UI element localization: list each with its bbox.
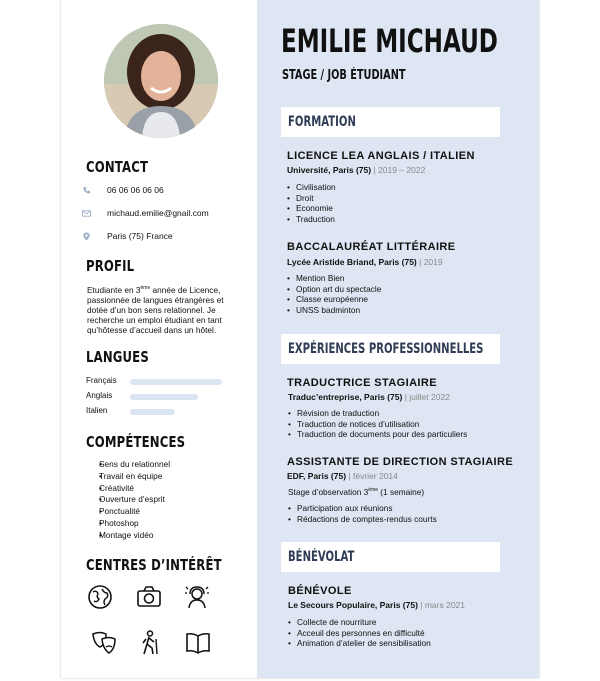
entry-title: BACCALAURÉAT LITTÉRAIRE <box>287 241 456 253</box>
list-item: • Rédactions de comptes-rendus courts <box>288 514 437 525</box>
entry-bullets <box>288 617 431 649</box>
list-item: • Mention Bien <box>287 273 381 284</box>
list-item: • Option art du spectacle <box>287 284 381 295</box>
list-item: • Traduction <box>287 214 336 225</box>
experiences-header-box <box>281 334 500 364</box>
formation-header-box <box>281 107 500 137</box>
hiking-icon <box>137 630 163 656</box>
profile-photo <box>104 24 218 138</box>
globe-icon <box>87 584 113 610</box>
benevolat-heading: BÉNÉVOLAT <box>288 549 355 565</box>
entry-bullets <box>287 182 336 224</box>
entry-bullets <box>287 273 381 315</box>
list-item: • Participation aux réunions <box>288 503 437 514</box>
list-item: • Droit <box>287 193 336 204</box>
contact-phone-row <box>82 185 164 195</box>
list-item: • Collecte de nourriture <box>288 617 431 628</box>
contact-email[interactable]: michaud.emilie@gnail.com <box>107 208 209 218</box>
langues-heading: LANGUES <box>86 348 149 366</box>
contact-email-row <box>82 208 209 218</box>
list-item: • Photoshop <box>99 518 170 530</box>
location-pin-icon <box>82 232 91 241</box>
entry-org: Traduc’entreprise, Paris (75) | juillet 2022 <box>288 392 450 402</box>
candidate-name: EMILIE MICHAUD <box>281 22 498 60</box>
list-item: • Ponctualité <box>99 506 170 518</box>
list-item: • Traduction de documents pour des particuliers <box>288 429 467 440</box>
list-item: • Créativité <box>99 483 170 495</box>
entry-note: Stage d’observation 3ème (1 semaine) <box>288 487 425 497</box>
contact-phone: 06 06 06 06 06 <box>107 185 164 195</box>
list-item: • Classe européenne <box>287 294 381 305</box>
list-item: • Civilisation <box>287 182 336 193</box>
language-level-bar <box>130 409 175 415</box>
book-icon <box>185 630 211 656</box>
benevolat-header-box <box>281 542 500 572</box>
experiences-heading: EXPÉRIENCES PROFESSIONNELLES <box>288 341 484 357</box>
music-icon <box>184 584 210 610</box>
list-item: • Traduction de notices d’utilisation <box>288 419 467 430</box>
list-item: • Ouverture d’esprit <box>99 494 170 506</box>
language-label: Français <box>86 376 117 385</box>
list-item: • Révision de traduction <box>288 408 467 419</box>
envelope-icon <box>82 209 91 218</box>
entry-org: Lycée Aristide Briand, Paris (75) | 2019 <box>287 257 443 267</box>
candidate-subtitle: STAGE / JOB ÉTUDIANT <box>282 68 406 83</box>
entry-org: EDF, Paris (75) | février 2014 <box>287 471 398 481</box>
language-label: Anglais <box>86 391 113 400</box>
list-item: • Montage vidéo <box>99 530 170 542</box>
camera-icon <box>136 584 162 610</box>
list-item: • Acceuil des personnes en difficulté <box>288 628 431 639</box>
competences-list <box>88 459 170 542</box>
entry-title: BÉNÉVOLE <box>288 585 352 597</box>
entry-title: TRADUCTRICE STAGIAIRE <box>287 377 437 389</box>
language-level-bar <box>130 379 222 385</box>
list-item: • Animation d’atelier de sensibilisation <box>288 638 431 649</box>
profil-heading: PROFIL <box>86 257 135 275</box>
entry-title: LICENCE LEA ANGLAIS / ITALIEN <box>287 150 475 162</box>
formation-heading: FORMATION <box>288 114 356 130</box>
entry-bullets <box>288 408 467 440</box>
competences-heading: COMPÉTENCES <box>86 433 186 451</box>
entry-org: Le Secours Populaire, Paris (75) | mars 2021 <box>288 600 466 610</box>
list-item: • Economie <box>287 203 336 214</box>
contact-location: Paris (75) France <box>107 231 173 241</box>
list-item: • Travail en équipe <box>99 471 170 483</box>
contact-location-row <box>82 231 173 241</box>
language-level-bar <box>130 394 198 400</box>
language-label: Italien <box>86 406 108 415</box>
list-item: • UNSS badminton <box>287 305 381 316</box>
list-item: • Sens du relationnel <box>99 459 170 471</box>
profil-text: Etudiante en 3ème année de Licence, passionnée de langues étrangères et dotée d’un bon sens relationnel. Je recherche un emploi étudiant en tant qu’hôtesse d’accueil dans un hôtel. <box>87 284 224 335</box>
interets-heading: CENTRES D’INTÉRÊT <box>86 556 222 574</box>
phone-icon <box>82 186 91 195</box>
contact-heading: CONTACT <box>86 158 149 176</box>
entry-title: ASSISTANTE DE DIRECTION STAGIAIRE <box>287 456 514 468</box>
entry-bullets <box>288 503 437 524</box>
entry-org: Université, Paris (75) | 2019 – 2022 <box>287 165 426 175</box>
theater-masks-icon <box>91 630 117 656</box>
